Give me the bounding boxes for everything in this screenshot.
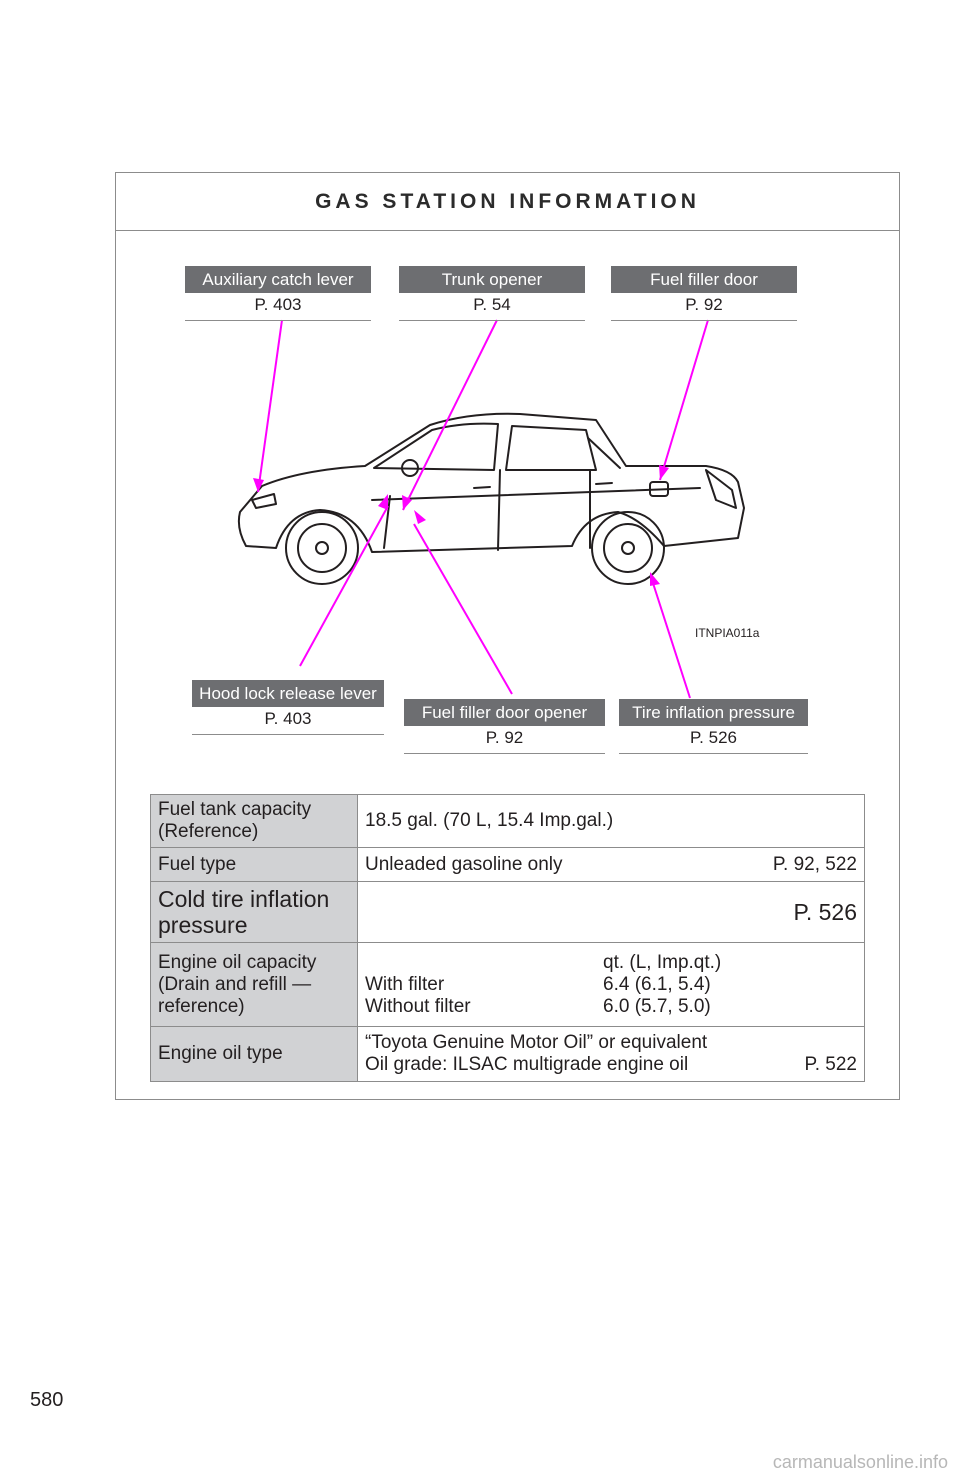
leader-lines — [258, 320, 708, 698]
callout-trunk-opener — [399, 266, 585, 321]
callout-fuel-filler-door — [611, 266, 797, 321]
callout-page: P. 526 — [619, 726, 808, 754]
callout-page: P. 403 — [192, 707, 384, 735]
with-filter-value: 6.4 (6.1, 5.4) — [603, 973, 711, 995]
leader-fuel-door — [660, 320, 708, 480]
fuel-tank-value: 18.5 gal. (70 L, 15.4 Imp.gal.) — [358, 795, 865, 848]
figure-id: ITNPIA011a — [695, 626, 760, 640]
without-filter-value: 6.0 (5.7, 5.0) — [603, 995, 711, 1017]
callout-label: Hood lock release lever — [192, 680, 384, 707]
cold-tire-key: Cold tire inflation pressure — [151, 882, 358, 943]
callout-label: Tire inflation pressure — [619, 699, 808, 726]
table-row — [151, 848, 865, 882]
leader-hood-lock — [300, 506, 388, 666]
cold-tire-ref: P. 526 — [358, 882, 865, 943]
rear-window — [506, 426, 596, 470]
leader-tire-pressure — [652, 580, 690, 698]
oil-capacity-key: Engine oil capacity (Drain and refill — reference) — [151, 943, 358, 1027]
leader-auxiliary-catch — [258, 320, 282, 492]
oil-type-key: Engine oil type — [151, 1027, 358, 1082]
watermark: carmanualsonline.info — [772, 1452, 948, 1472]
callout-label: Auxiliary catch lever — [185, 266, 371, 293]
without-filter-label: Without filter — [365, 995, 471, 1017]
callout-label: Fuel filler door opener — [404, 699, 605, 726]
table-row — [151, 882, 865, 943]
oil-type-ref: P. 522 — [804, 1054, 857, 1075]
oil-type-line2: Oil grade: ILSAC multigrade engine oil — [365, 1054, 689, 1075]
callout-page: P. 92 — [611, 293, 797, 321]
callout-fuel-filler-door-opener — [404, 699, 605, 754]
callout-hood-lock-release-lever — [192, 680, 384, 735]
oil-capacity-grid — [365, 952, 857, 1018]
callout-tire-inflation-pressure — [619, 699, 808, 754]
section-title: GAS STATION INFORMATION — [116, 173, 899, 231]
fuel-type-value: Unleaded gasoline only — [365, 853, 563, 875]
oil-type-line1: “Toyota Genuine Motor Oil” or equivalent — [365, 1032, 708, 1053]
page-number: 580 — [30, 1389, 64, 1411]
callout-label: Fuel filler door — [611, 266, 797, 293]
with-filter-label: With filter — [365, 973, 445, 995]
spec-table — [150, 794, 865, 1082]
table-row — [151, 795, 865, 848]
callout-page: P. 54 — [399, 293, 585, 321]
callout-page: P. 403 — [185, 293, 371, 321]
oil-unit-header: qt. (L, Imp.qt.) — [603, 951, 722, 973]
fuel-tank-key: Fuel tank capacity (Reference) — [151, 795, 358, 848]
callout-page: P. 92 — [404, 726, 605, 754]
front-window — [374, 424, 498, 470]
callout-label: Trunk opener — [399, 266, 585, 293]
callout-auxiliary-catch-lever — [185, 266, 371, 321]
table-row — [151, 943, 865, 1027]
fuel-type-ref: P. 92, 522 — [772, 853, 857, 875]
fuel-type-key: Fuel type — [151, 848, 358, 882]
table-row — [151, 1027, 865, 1082]
